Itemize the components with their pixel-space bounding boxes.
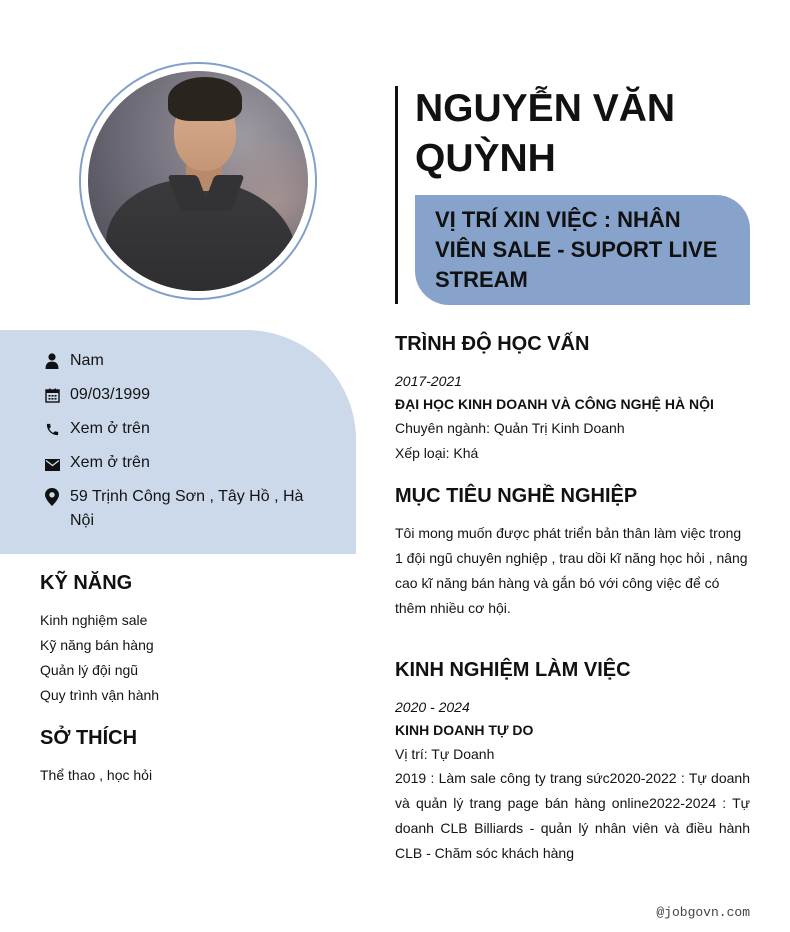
birthdate-value: 09/03/1999 [70, 386, 151, 403]
gender-value: Nam [70, 352, 104, 369]
person-icon [44, 349, 60, 373]
position-box [415, 195, 750, 305]
skills-title: KỸ NĂNG [40, 572, 133, 594]
avatar [88, 71, 308, 291]
skill-item: Kỹ năng bán hàng [40, 637, 154, 653]
education-title: TRÌNH ĐỘ HỌC VẤN [395, 333, 590, 355]
phone-icon [44, 417, 60, 441]
contact-address [44, 485, 310, 533]
position-text: VỊ TRÍ XIN VIỆC : NHÂN VIÊN SALE - SUPORT LIVE STREAM [435, 207, 718, 292]
contact-phone [44, 417, 310, 441]
education-period: 2017-2021 [395, 373, 462, 389]
location-pin-icon [44, 485, 60, 509]
education-school: ĐẠI HỌC KINH DOANH VÀ CÔNG NGHỆ HÀ NỘI [395, 396, 714, 412]
experience-company: KINH DOANH TỰ DO [395, 722, 534, 738]
address-value: 59 Trịnh Công Sơn , Tây Hồ , Hà Nội [70, 488, 304, 529]
experience-description: 2019 : Làm sale công ty trang sức2020-2022 : Tự doanh và quản lý trang page bán hàng online2022-2024 : Tự doanh CLB Billiards - quản lý nhân viên và điều hành CLB - Chăm sóc khách hàng [395, 770, 750, 861]
experience-role: Vị trí: Tự Doanh [395, 746, 495, 762]
name-accent-bar [395, 86, 398, 304]
avatar-hair [168, 77, 242, 121]
contact-email [44, 451, 310, 475]
hobbies-title: SỞ THÍCH [40, 727, 138, 749]
email-icon [44, 451, 60, 475]
experience-period: 2020 - 2024 [395, 699, 470, 715]
skill-item: Quy trình vận hành [40, 687, 160, 703]
calendar-icon [44, 383, 60, 407]
objective-title: MỤC TIÊU NGHỀ NGHIỆP [395, 485, 638, 507]
education-major: Chuyên ngành: Quản Trị Kinh Doanh [395, 420, 625, 436]
hobbies-text: Thể thao , học hỏi [40, 767, 153, 783]
contact-birthdate [44, 383, 310, 407]
email-value: Xem ở trên [70, 454, 150, 471]
objective-text: Tôi mong muốn được phát triển bản thân làm việc trong 1 đội ngũ chuyên nghiệp , trau dồi kĩ năng học hỏi , nâng cao kĩ năng bán hàng và gắn bó với công việc để có thêm nhiều cơ hội. [395, 525, 748, 616]
skill-item: Quản lý đội ngũ [40, 662, 139, 678]
watermark: @jobgovn.com [656, 905, 750, 920]
experience-title: KINH NGHIỆM LÀM VIỆC [395, 659, 631, 681]
candidate-name: NGUYỄN VĂN QUỲNH [415, 87, 676, 180]
education-grade: Xếp loại: Khá [395, 445, 479, 461]
contact-gender [44, 349, 310, 373]
skill-item: Kinh nghiệm sale [40, 612, 148, 628]
phone-value: Xem ở trên [70, 420, 150, 437]
